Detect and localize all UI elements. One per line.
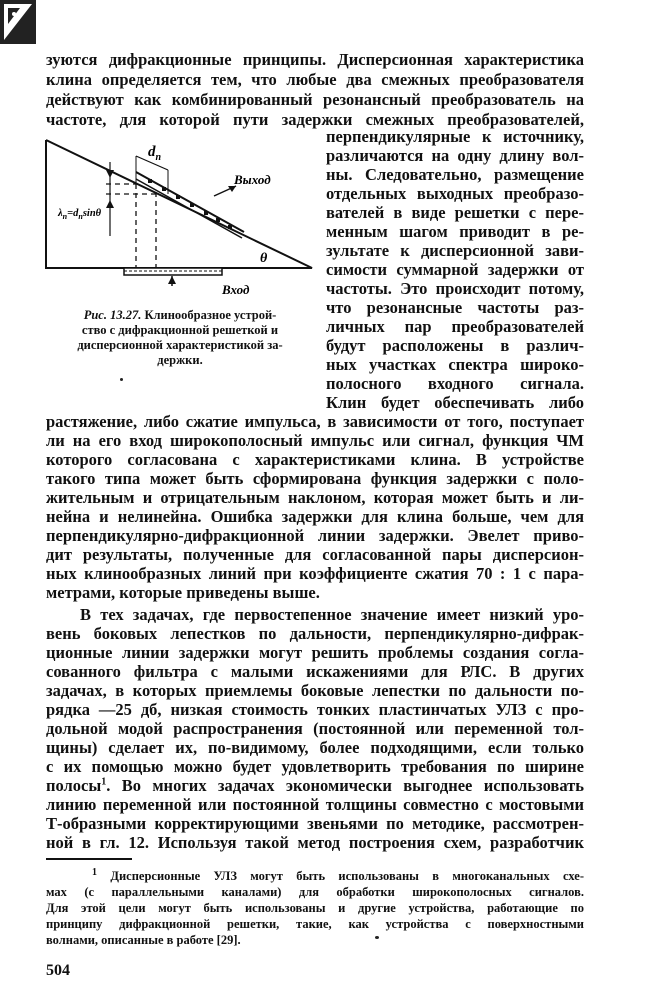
footnote-line [92,868,584,884]
text-line: Клин будет обеспечивать либо [326,393,584,412]
text-line: В тех задачах, где первостепенное значение имеет низкий уро- [80,605,584,624]
text-line: отдельных выходных преобразо- [326,184,584,203]
text-line: такого типа может быть сформирована функция задержки с поло- [46,469,584,488]
text-line: клина определяется тем, что любые два смежных преобразователя [46,70,584,89]
text-line: ли на его вход широкополосный импульс или сигнал, функция ЧМ [46,431,584,450]
corner-ornament [0,0,36,44]
figure-caption [46,308,314,368]
footnote-line: принципу дифракционной решетки, такие, как устройства с поверхностными [46,917,584,931]
text-line: которого согласована с характеристиками клина. В устройстве [46,450,584,469]
text-line: различаются на одну длину вол- [326,146,584,165]
input-label: Вход [222,282,250,297]
caption-text: держки. [157,353,203,367]
text-line: зультате к дисперсионной зави- [326,241,584,260]
text-line: растяжение, либо сжатие импульса, в зависимости от того, поступает [46,412,584,431]
wedge-figure [44,134,318,304]
footnote-line: мах (с параллельными каналами) для обработки широкополосных сигналов. [46,885,584,899]
text-line: метрами, которые приведены выше. [46,583,320,602]
figure-caption-label: Рис. 13.27. [83,308,142,322]
text-line: линию переменной или постоянной толщины совместно с мостовыми [46,795,584,814]
caption-text: Клинообразное устрой- [141,308,277,322]
page-number: 504 [46,962,70,979]
text-line: перпендикулярные к источнику, [326,127,584,146]
text-line: нейна и нелинейна. Ошибка задержки для клина больше, чем для [46,507,584,526]
footnote-line: Для этой цели могут быть использованы и другие устройства, работающие по [46,901,584,915]
text-line: дит результаты, полученные для согласованной пары дисперсион- [46,545,584,564]
speck [120,378,123,381]
text-line: ны. Следовательно, размещение [326,165,584,184]
text-line: ционные линии задержки могут решить проблемы создания согла- [46,643,584,662]
text-line: ных участках спектра широко- [326,355,584,374]
text-line: рядка —25 дб, низкая стоимость тонких пластинчатых УЛЗ с про- [46,700,584,719]
text-line: задачах, в которых приемлемы боковые лепестки по дальности по- [46,681,584,700]
text-fragment: . Во многих задачах экономически выгоднее использовать [106,776,584,795]
text-line: ных клинообразных линий при коэффициенте сжатия 70 : 1 с пара- [46,564,584,583]
footnote-marker: 1 [92,866,97,878]
footnote-line: волнами, описанные в работе [29]. [46,933,241,947]
text-line: перпендикулярно-дифракционной линии задержки. Эвелет приво- [46,526,584,545]
grating-line [136,172,244,232]
text-line: симости суммарной задержки от [326,260,584,279]
text-line: жительным и отрицательным наклоном, которая может быть и ли- [46,488,584,507]
text-line: действуют как комбинированный резонансный преобразователь на [46,90,584,109]
footnote-ref: 1 [101,776,107,788]
text-line: менным шагом приводит в ре- [326,222,584,241]
text-line: сованного фильтра с малыми искажениями для РЛС. В других [46,662,584,681]
lambda-formula: $\lambda_n=d_n\sin\theta$ [58,208,102,221]
footnote-rule [46,858,132,860]
theta-label: θ [260,251,268,266]
text-line: что резонансные частоты раз- [326,298,584,317]
input-transducer [124,268,222,275]
caption-text: ство с дифракционной решеткой и [81,323,279,337]
output-label: Выход [234,172,271,187]
text-line: дольной модой распространения (постоянной или переменной тол- [46,719,584,738]
text-line: ной в гл. 12. Используя такой метод построения схем, разработчик [46,833,584,852]
text-line: вень боковых лепестков по дальности, перпендикулярно-дифрак- [46,624,584,643]
wedge-outline [46,140,312,268]
text-line: частоты. Это происходит потому, [326,279,584,298]
text-line: с их помощью можно будет удовлетворить требования по ширине [46,757,584,776]
text-line: личных пар преобразователей [326,317,584,336]
text-line: частоте, для которой пути задержки смежных преобразователей, [46,110,584,129]
dn-label: $d_n$ [148,144,162,163]
footnote-text: Дисперсионные УЛЗ могут быть использованы в многоканальных схе- [110,869,584,883]
text-line: зуются дифракционные принципы. Дисперсионная характеристика [46,50,584,69]
text-line [46,776,584,795]
text-line: будут расположены в различ- [326,336,584,355]
text-fragment: полосы [46,776,102,795]
text-line: Т-образными корректирующими звеньями по методике, рассмотрен- [46,814,584,833]
text-line: вателей в виде решетки с пере- [326,203,584,222]
caption-text: дисперсионной характеристикой за- [77,338,283,352]
text-line: полосного входного сигнала. [326,374,584,393]
text-line: щины) сделает их, по-видимому, более подходящими, если только [46,738,584,757]
